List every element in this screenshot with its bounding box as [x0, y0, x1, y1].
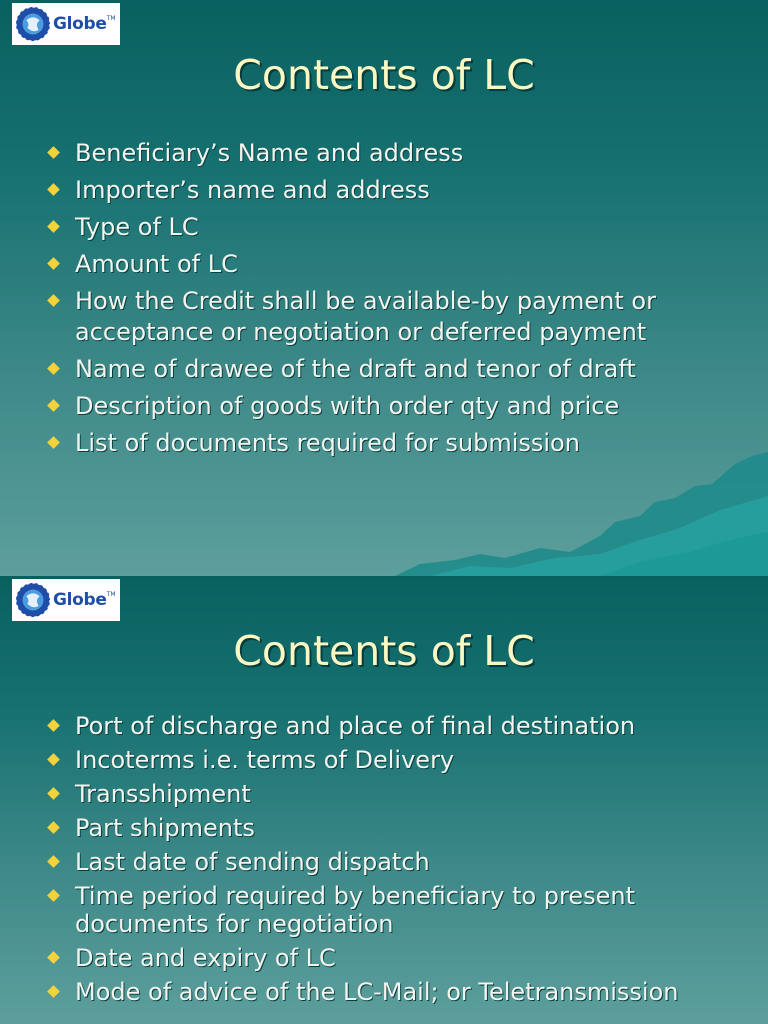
list-item-text: Mode of advice of the LC-Mail; or Teletransmission — [75, 978, 679, 1006]
list-item-text: Beneficiary’s Name and address — [75, 139, 464, 167]
bullet-list — [46, 138, 756, 465]
list-item — [46, 944, 756, 972]
list-item-text: Incoterms i.e. terms of Delivery — [75, 746, 455, 774]
diamond-bullet-icon — [47, 985, 60, 998]
diamond-bullet-icon — [47, 399, 60, 412]
diamond-bullet-icon — [47, 362, 60, 375]
diamond-bullet-icon — [47, 787, 60, 800]
list-item-text: Amount of LC — [75, 250, 238, 278]
bullet-list — [46, 712, 756, 1012]
diamond-bullet-icon — [47, 183, 60, 196]
list-item — [46, 882, 756, 938]
list-item — [46, 746, 756, 774]
list-item-text: Transshipment — [75, 780, 251, 808]
logo-trademark: TM — [106, 591, 116, 598]
globe-logo-icon — [14, 581, 52, 619]
diamond-bullet-icon — [47, 753, 60, 766]
diamond-bullet-icon — [47, 294, 60, 307]
slide-title: Contents of LC — [233, 51, 535, 99]
logo-wordmark: Globe — [53, 14, 107, 34]
diamond-bullet-icon — [47, 146, 60, 159]
list-item — [46, 978, 756, 1006]
list-item — [46, 138, 756, 169]
list-item-text: Port of discharge and place of final destination — [75, 712, 636, 740]
list-item — [46, 391, 756, 422]
diamond-bullet-icon — [47, 951, 60, 964]
list-item — [46, 428, 756, 459]
list-item-text: Description of goods with order qty and price — [75, 392, 620, 420]
list-item-text: Part shipments — [75, 814, 255, 842]
list-item — [46, 848, 756, 876]
diamond-bullet-icon — [47, 855, 60, 868]
list-item-text: Type of LC — [75, 213, 199, 241]
globe-logo — [12, 3, 120, 45]
diamond-bullet-icon — [47, 821, 60, 834]
list-item — [46, 249, 756, 280]
list-item — [46, 286, 756, 348]
list-item — [46, 712, 756, 740]
list-item-text: Time period required by beneficiary to present documents for negotiation — [75, 882, 636, 938]
diamond-bullet-icon — [47, 220, 60, 233]
diamond-bullet-icon — [47, 889, 60, 902]
slide-title: Contents of LC — [233, 627, 535, 675]
list-item — [46, 814, 756, 842]
list-item-text: List of documents required for submission — [75, 429, 580, 457]
diamond-bullet-icon — [47, 719, 60, 732]
globe-logo-icon — [14, 5, 52, 43]
logo-trademark: TM — [106, 15, 116, 22]
list-item-text: Name of drawee of the draft and tenor of draft — [75, 355, 636, 383]
slide-2 — [0, 576, 768, 1024]
list-item — [46, 354, 756, 385]
diamond-bullet-icon — [47, 436, 60, 449]
list-item-text: How the Credit shall be available-by payment or acceptance or negotiation or deferred payment — [75, 287, 656, 346]
globe-logo — [12, 579, 120, 621]
list-item-text: Last date of sending dispatch — [75, 848, 430, 876]
list-item-text: Importer’s name and address — [75, 176, 430, 204]
list-item — [46, 212, 756, 243]
logo-wordmark: Globe — [53, 590, 107, 610]
list-item — [46, 175, 756, 206]
diamond-bullet-icon — [47, 257, 60, 270]
list-item-text: Date and expiry of LC — [75, 944, 336, 972]
list-item — [46, 780, 756, 808]
